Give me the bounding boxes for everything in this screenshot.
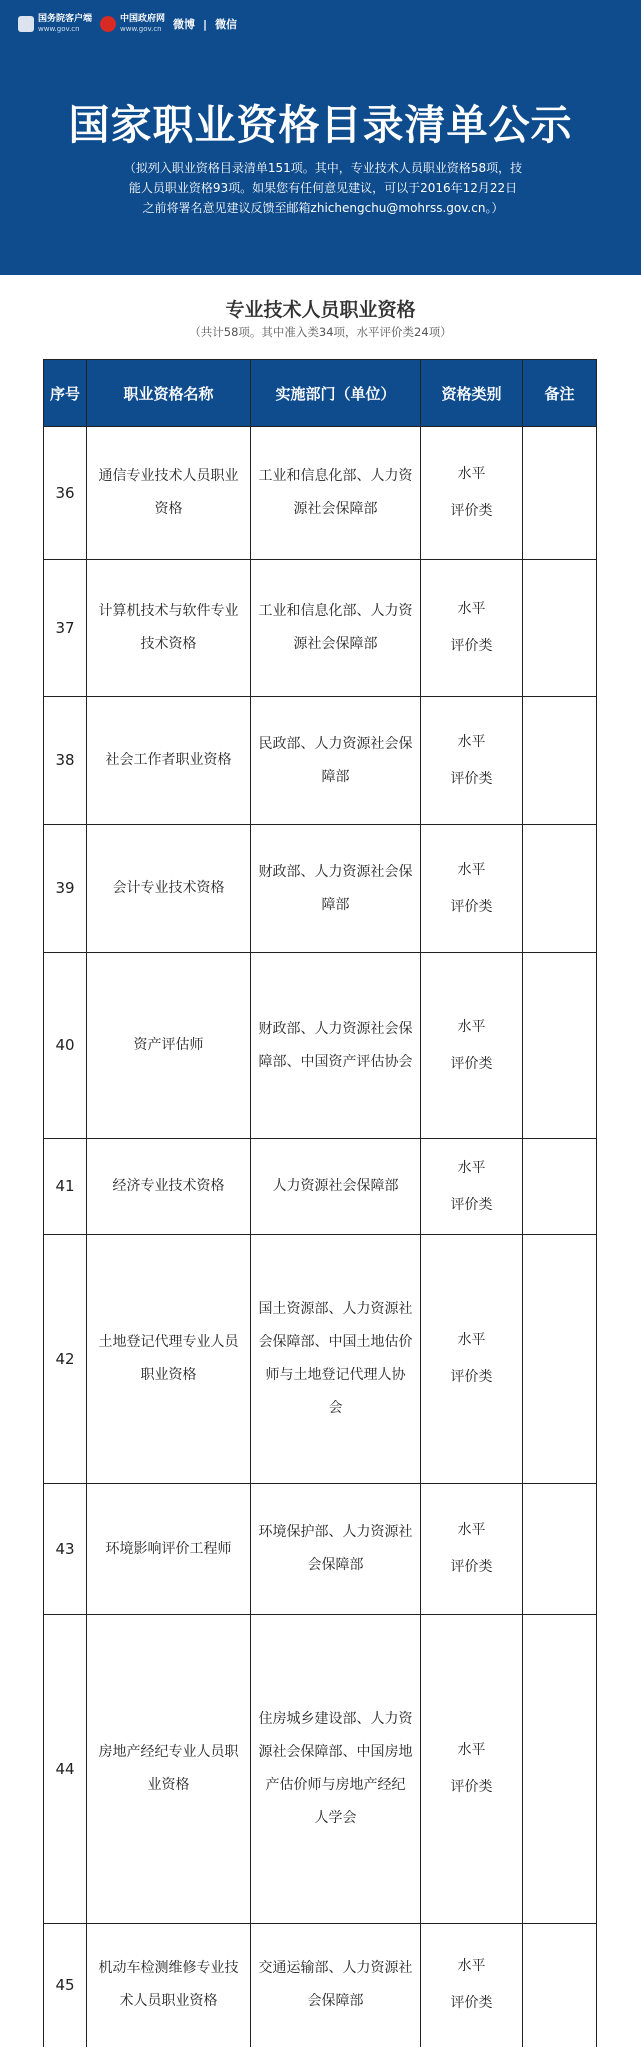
cell-remarks <box>523 560 597 697</box>
header-department: 实施部门（单位） <box>251 360 421 427</box>
cell-remarks <box>523 427 597 560</box>
gov-cn-logo[interactable] <box>100 14 165 34</box>
cell-serial-number: 45 <box>44 1924 87 2047</box>
qualification-table <box>43 359 597 2047</box>
cell-department <box>251 1139 421 1235</box>
cell-category <box>421 697 523 825</box>
cell-department <box>251 560 421 697</box>
table-row <box>44 1924 597 2047</box>
category-line: 评价类 <box>450 1055 493 1072</box>
cell-department <box>251 1924 421 2047</box>
cell-remarks <box>523 1924 597 2047</box>
header-logos <box>18 12 237 36</box>
department-line: 人力资源社会保障部 <box>272 1178 399 1194</box>
department-line: 源社会保障部 <box>293 636 378 652</box>
cell-serial-number: 43 <box>44 1484 87 1615</box>
department-line: 会保障部、中国土地估价 <box>258 1334 413 1350</box>
cell-category <box>421 953 523 1139</box>
department-line: 环境保护部、人力资源社 <box>258 1524 413 1540</box>
table-row <box>44 427 597 560</box>
wechat-label[interactable]: 微信 <box>215 18 238 31</box>
cell-serial-number: 37 <box>44 560 87 697</box>
header-qualification-name: 职业资格名称 <box>87 360 251 427</box>
state-council-logo-name: 国务院客户端 <box>38 14 93 24</box>
category-line: 水平 <box>457 1159 486 1176</box>
intro-line-3: 之前将署名意见建议反馈至邮箱zhichengchu@mohrss.gov.cn。） <box>142 201 504 215</box>
department-line: 工业和信息化部、人力资 <box>258 468 413 484</box>
qualification-name-line: 环境影响评价工程师 <box>105 1540 232 1557</box>
cell-department <box>251 697 421 825</box>
table-row <box>44 1484 597 1615</box>
table-row <box>44 1139 597 1235</box>
cell-remarks <box>523 1615 597 1924</box>
department-line: 产估价师与房地产经纪 <box>265 1777 406 1793</box>
qualification-name-line: 会计专业技术资格 <box>112 880 225 896</box>
cell-qualification-name <box>87 697 251 825</box>
qualification-name-line: 技术资格 <box>140 636 197 652</box>
cell-serial-number: 42 <box>44 1235 87 1484</box>
department-line: 工业和信息化部、人力资 <box>258 603 413 619</box>
qualification-name-line: 土地登记代理专业人员 <box>98 1334 239 1350</box>
cell-category <box>421 1139 523 1235</box>
qualification-name-line: 术人员职业资格 <box>119 1993 218 2010</box>
department-line: 会 <box>328 1400 343 1416</box>
cell-qualification-name <box>87 825 251 953</box>
category-line: 水平 <box>457 861 486 878</box>
cell-category <box>421 560 523 697</box>
table-row <box>44 697 597 825</box>
department-line: 师与土地登记代理人协 <box>265 1367 406 1383</box>
category-line: 评价类 <box>450 1995 493 2012</box>
cell-qualification-name <box>87 953 251 1139</box>
cell-remarks <box>523 1484 597 1615</box>
cell-department <box>251 427 421 560</box>
department-line: 财政部、人力资源社会保 <box>258 863 413 880</box>
header-serial-number: 序号 <box>44 360 87 427</box>
department-line: 障部 <box>321 768 350 785</box>
category-line: 评价类 <box>450 503 493 519</box>
weibo-wechat-separator: | <box>203 17 208 31</box>
cell-department <box>251 825 421 953</box>
department-line: 民政部、人力资源社会保 <box>258 735 413 752</box>
weibo-label[interactable]: 微博 <box>173 18 196 31</box>
cell-remarks <box>523 825 597 953</box>
cell-department <box>251 1484 421 1615</box>
cell-qualification-name <box>87 1484 251 1615</box>
cell-qualification-name <box>87 1139 251 1235</box>
category-line: 水平 <box>457 1742 486 1758</box>
section-subtitle: （共计58项。其中准入类34项，水平评价类24项） <box>189 325 452 339</box>
category-line: 水平 <box>457 1018 486 1035</box>
cell-category <box>421 1615 523 1924</box>
cell-serial-number: 40 <box>44 953 87 1139</box>
qualification-name-line: 经济专业技术资格 <box>112 1178 225 1194</box>
cell-qualification-name <box>87 1615 251 1924</box>
cell-remarks <box>523 1139 597 1235</box>
department-line: 障部 <box>321 896 350 913</box>
cell-remarks <box>523 953 597 1139</box>
department-line: 源社会保障部 <box>293 501 378 517</box>
cell-category <box>421 427 523 560</box>
cell-serial-number: 44 <box>44 1615 87 1924</box>
cell-serial-number: 41 <box>44 1139 87 1235</box>
header-remarks: 备注 <box>523 360 597 427</box>
qualification-name-line: 职业资格 <box>140 1367 197 1383</box>
table-header-row <box>44 360 597 427</box>
cell-serial-number: 38 <box>44 697 87 825</box>
category-line: 评价类 <box>450 1196 493 1213</box>
cell-category <box>421 825 523 953</box>
category-line: 评价类 <box>450 1779 493 1795</box>
department-line: 住房城乡建设部、人力资 <box>258 1711 413 1727</box>
cell-category <box>421 1924 523 2047</box>
state-council-logo-icon <box>18 16 34 32</box>
intro-text <box>108 158 538 218</box>
table-row <box>44 1235 597 1484</box>
category-line: 评价类 <box>450 770 493 787</box>
department-line: 源社会保障部、中国房地 <box>258 1744 413 1760</box>
cell-remarks <box>523 697 597 825</box>
header-category: 资格类别 <box>421 360 523 427</box>
cell-serial-number: 39 <box>44 825 87 953</box>
department-line: 人学会 <box>314 1810 357 1826</box>
header-banner <box>0 0 641 275</box>
cell-remarks <box>523 1235 597 1484</box>
category-line: 评价类 <box>450 638 493 654</box>
cell-qualification-name <box>87 1235 251 1484</box>
gov-cn-logo-name: 中国政府网 <box>120 14 166 24</box>
state-council-client-logo[interactable] <box>18 14 92 34</box>
qualification-name-line: 业资格 <box>147 1777 190 1793</box>
national-emblem-icon <box>100 16 116 32</box>
qualification-name-line: 房地产经纪专业人员职 <box>98 1744 239 1760</box>
qualification-name-line: 资格 <box>154 501 183 517</box>
gov-cn-logo-url: www.gov.cn <box>120 25 162 33</box>
cell-department <box>251 1235 421 1484</box>
table-row <box>44 1615 597 1924</box>
category-line: 评价类 <box>450 898 493 915</box>
cell-department <box>251 1615 421 1924</box>
cell-qualification-name <box>87 1924 251 2047</box>
cell-category <box>421 1235 523 1484</box>
category-line: 水平 <box>457 601 486 617</box>
category-line: 水平 <box>457 1522 486 1538</box>
qualification-name-line: 资产评估师 <box>133 1037 204 1053</box>
department-line: 交通运输部、人力资源社 <box>258 1960 413 1977</box>
department-line: 障部、中国资产评估协会 <box>258 1053 413 1070</box>
category-line: 水平 <box>457 1332 486 1348</box>
state-council-logo-url: www.gov.cn <box>38 25 80 33</box>
qualification-name-line: 社会工作者职业资格 <box>105 752 232 768</box>
department-line: 会保障部 <box>307 1993 364 2010</box>
table-row <box>44 560 597 697</box>
cell-qualification-name <box>87 427 251 560</box>
cell-qualification-name <box>87 560 251 697</box>
category-line: 评价类 <box>450 1559 493 1575</box>
department-line: 国土资源部、人力资源社 <box>258 1301 413 1317</box>
qualification-name-line: 计算机技术与软件专业 <box>98 603 239 619</box>
qualification-name-line: 通信专业技术人员职业 <box>98 468 239 484</box>
category-line: 水平 <box>457 733 486 750</box>
category-line: 评价类 <box>450 1369 493 1385</box>
page-title: 国家职业资格目录清单公示 <box>68 101 573 149</box>
category-line: 水平 <box>457 466 486 482</box>
category-line: 水平 <box>457 1958 486 1975</box>
section-title: 专业技术人员职业资格 <box>225 299 416 321</box>
cell-category <box>421 1484 523 1615</box>
table-row <box>44 953 597 1139</box>
cell-department <box>251 953 421 1139</box>
table-row <box>44 825 597 953</box>
qualification-name-line: 机动车检测维修专业技 <box>98 1960 239 1977</box>
intro-line-2: 能人员职业资格93项。如果您有任何意见建议，可以于2016年12月22日 <box>128 181 518 195</box>
department-line: 会保障部 <box>307 1557 364 1573</box>
department-line: 财政部、人力资源社会保 <box>258 1020 413 1037</box>
cell-serial-number: 36 <box>44 427 87 560</box>
intro-line-1: （拟列入职业资格目录清单151项。其中，专业技术人员职业资格58项，技 <box>123 161 523 175</box>
